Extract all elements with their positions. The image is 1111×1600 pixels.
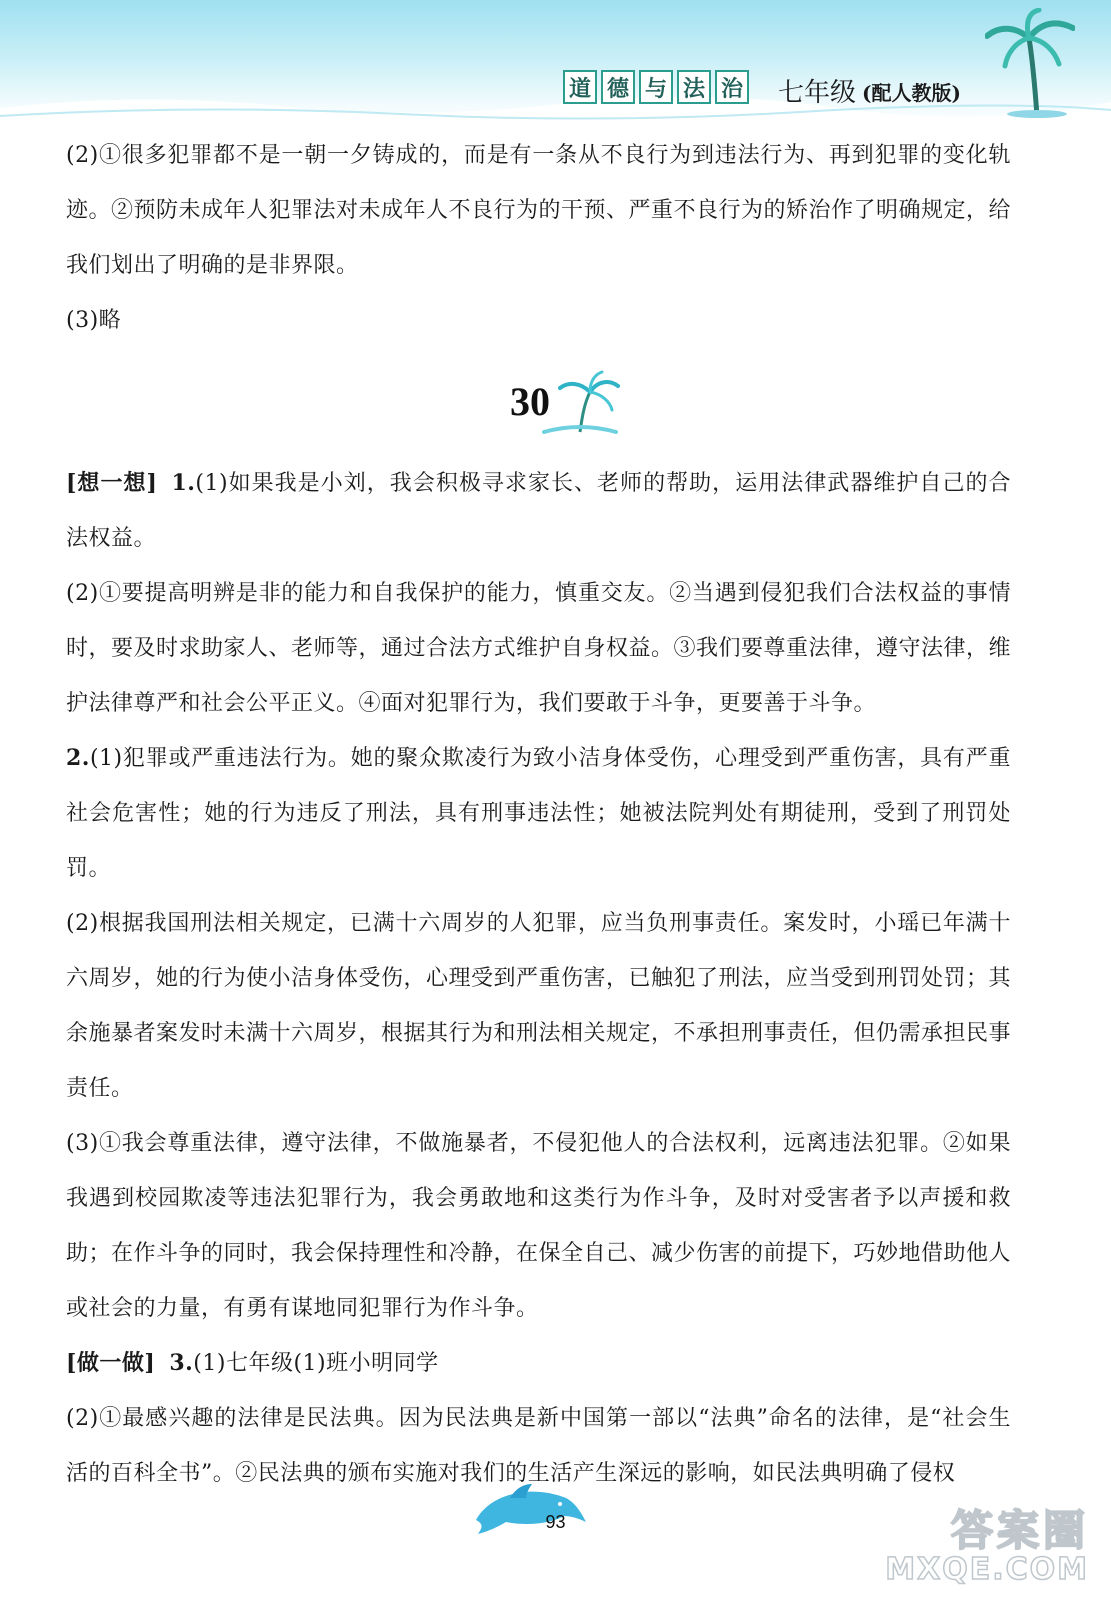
edition-label: (配人教版) [862,81,961,105]
palm-tree-icon [540,370,620,440]
section-number: 30 [510,379,550,424]
subject-char: 道 [563,70,597,104]
page-number: 93 [545,1512,566,1532]
subject-title [563,70,749,104]
subject-char: 与 [639,70,673,104]
subject-char: 治 [715,70,749,104]
section-heading [510,370,620,440]
site-watermark [885,1498,1095,1596]
watermark-url: MXQE.COM [885,1552,1089,1587]
answer-paragraph: (3)略 [66,308,122,333]
answer-paragraph: (2)根据我国刑法相关规定，已满十六周岁的人犯罪，应当负刑事责任。案发时，小瑶已年满十六周岁，她的行为使小洁身体受伤，心理受到严重伤害，已触犯了刑法，应当受到刑罚处罚；其余施暴者案发时未满十六周岁，根据其行为和刑法相关规定，不承担刑事责任，但仍需承担民事责任。 [66,911,1012,1101]
answer-paragraph: (3)①我会尊重法律，遵守法律，不做施暴者，不侵犯他人的合法权利，远离违法犯罪。②如果我遇到校园欺凌等违法犯罪行为，我会勇敢地和这类行为作斗争，及时对受害者予以声援和救助；在作斗争的同时，我会保持理性和冷静，在保全自己、减少伤害的前提下，巧妙地借助他人或社会的力量，有勇有谋地同犯罪行为作斗争。 [66,1131,1012,1321]
answer-text: (1)七年级(1)班小明同学 [193,1351,439,1376]
grade-label: 七年级 [778,78,857,108]
answer-text: (1)犯罪或严重违法行为。她的聚众欺凌行为致小洁身体受伤，心理受到严重伤害，具有严重社会危害性；她的行为违反了刑法，具有刑事违法性；她被法院判处有期徒刑，受到了刑罚处罚。 [66,746,1011,881]
do-tag: [做一做] [66,1350,156,1376]
palm-tree-icon [985,8,1075,118]
top-answer-block [66,128,1011,348]
subject-char: 法 [677,70,711,104]
answer-text: (1)如果我是小刘，我会积极寻求家长、老师的帮助，运用法律武器维护自己的合法权益。 [66,471,1011,551]
think-section [66,456,1011,1501]
question-number: 2. [66,745,90,771]
subject-char: 德 [601,70,635,104]
think-tag: [想一想] [66,470,158,496]
question-number: 3. [169,1350,194,1376]
question-number: 1. [171,470,196,496]
answer-paragraph: (2)①很多犯罪都不是一朝一夕铸成的，而是有一条从不良行为到违法行为、再到犯罪的变化轨迹。②预防未成年人犯罪法对未成年人不良行为的干预、严重不良行为的矫治作了明确规定，给我们划出了明确的是非界限。 [66,143,1012,278]
answer-paragraph [66,731,1011,896]
answer-paragraph: (2)①最感兴趣的法律是民法典。因为民法典是新中国第一部以“法典”命名的法律，是“社会生活的百科全书”。②民法典的颁布实施对我们的生活产生深远的影响，如民法典明确了侵权 [66,1406,1011,1486]
answer-paragraph [66,456,1011,566]
watermark-text: 答案圈 [950,1506,1089,1555]
answer-paragraph [66,1336,1011,1391]
answer-paragraph: (2)①要提高明辨是非的能力和自我保护的能力，慎重交友。②当遇到侵犯我们合法权益的事情时，要及时求助家人、老师等，通过合法方式维护自身权益。③我们要尊重法律，遵守法律，维护法律尊严和社会公平正义。④面对犯罪行为，我们要敢于斗争，更要善于斗争。 [66,581,1012,716]
